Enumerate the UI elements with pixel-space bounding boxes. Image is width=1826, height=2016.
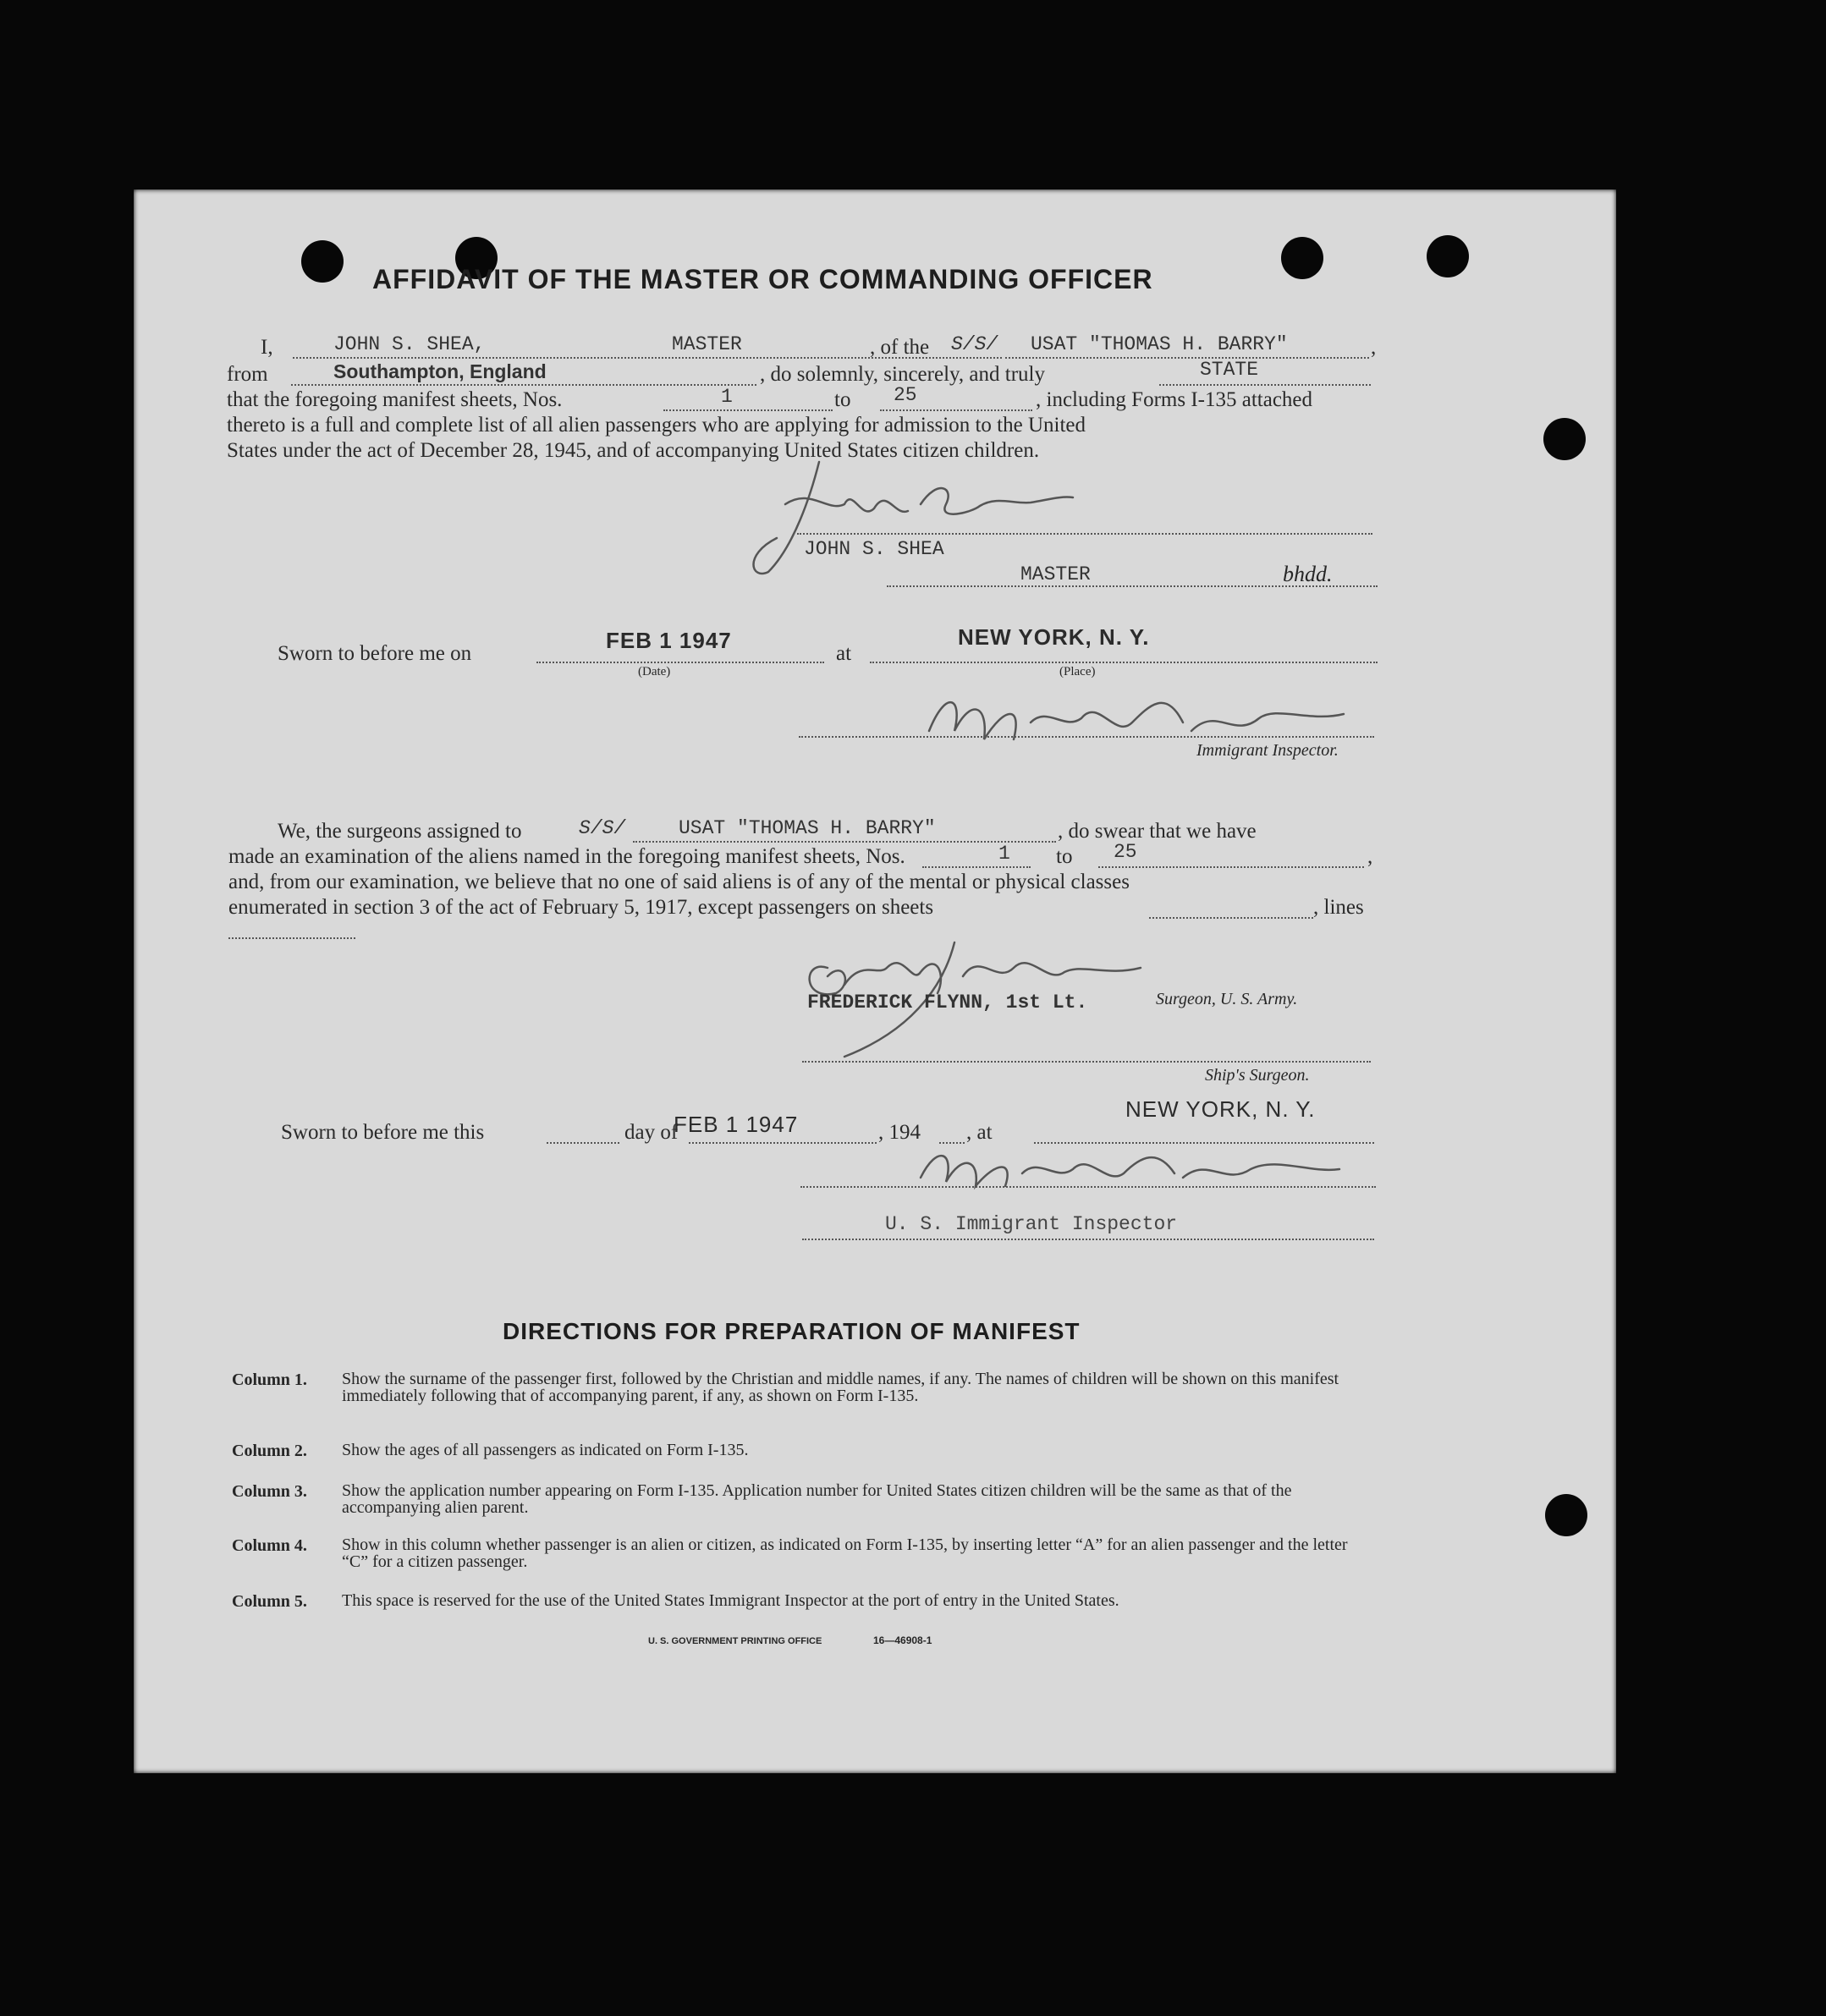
initials: bhdd. [1283,562,1333,586]
surgeons-line4-prefix: enumerated in section 3 of the act of February 5, 1917, except passengers on sheets [228,896,934,919]
punch-hole [1543,418,1586,460]
ss-mark: S/S/ [951,333,998,355]
vessel-name: USAT "THOMAS H. BARRY" [1031,333,1288,355]
departure-port: Southampton, England [333,360,547,382]
sworn1-label: Sworn to before me on [278,642,472,665]
page-title: AFFIDAVIT OF THE MASTER OR COMMANDING OFFICER [372,264,1153,294]
sworn1-date: FEB 1 1947 [606,628,732,653]
sworn2-place: NEW YORK, N. Y. [1125,1096,1316,1122]
ships-surgeon-caption: Ship's Surgeon. [1205,1066,1310,1085]
surgeon-typed-name: FREDERICK FLYNN, 1st Lt. [807,992,1088,1013]
surgeon-caption: Surgeon, U. S. Army. [1156,990,1298,1008]
direction-label: Column 5. [232,1592,307,1611]
immigrant-inspector-caption: Immigrant Inspector. [1196,741,1339,760]
line5: States under the act of December 28, 1945, and of accompanying United States citizen children. [227,439,1040,462]
surgeons-line1-suffix: , do swear that we have [1058,820,1257,843]
place-caption: (Place) [1059,665,1096,678]
direction-text: Show the surname of the passenger first, followed by the Christian and middle names, if any. The names of children will be shown on this manifest immediately following that of accompanying parent, if any, as shown on Form I-135. [342,1370,1339,1405]
direction-text: Show in this column whether passenger is an alien or citizen, as indicated on Form I-135, by inserting letter “A” for an alien passenger and the letter “C” for a citizen passenger. [342,1535,1348,1571]
direction-label: Column 1. [232,1371,307,1389]
direction-label: Column 3. [232,1482,307,1501]
punch-hole [1427,235,1469,277]
direction-label: Column 4. [232,1536,307,1555]
solemnly-text: , do solemnly, sincerely, and truly [760,363,1045,386]
surgeons-line4-suffix: , lines [1313,896,1364,919]
line4: thereto is a full and complete list of all alien passengers who are applying for admission to the United [227,414,1086,437]
signer-title: MASTER [1020,563,1091,585]
master-title: MASTER [672,333,742,355]
line3-suffix: , including Forms I-135 attached [1036,388,1313,411]
directions-title: DIRECTIONS FOR PREPARATION OF MANIFEST [503,1318,1081,1344]
direction-text: Show the application number appearing on Form I-135. Application number for United States citizen children will be the same as that of the accompanying alien parent. [342,1481,1292,1517]
sworn2-day-label: day of [624,1121,679,1144]
surgeons-comma: , [1367,845,1373,868]
sworn2-at-label: , at [966,1121,993,1144]
line3-prefix: that the foregoing manifest sheets, Nos. [227,388,563,411]
surgeons-ss-mark: S/S/ [579,817,626,839]
surgeons-line2-prefix: made an examination of the aliens named in the foregoing manifest sheets, Nos. [228,845,905,868]
master-name: JOHN S. SHEA, [333,333,486,355]
surgeons-sheet-to: 25 [1114,841,1137,863]
state-word: STATE [1200,359,1259,381]
sworn2-date: FEB 1 1947 [674,1112,799,1137]
master-signature [726,453,1081,580]
of-the-label: , of the [870,336,930,359]
printer-imprint: U. S. GOVERNMENT PRINTING OFFICE [648,1636,822,1646]
direction-text: Show the ages of all passengers as indicated on Form I-135. [342,1441,749,1459]
direction-text: This space is reserved for the use of the United States Immigrant Inspector at the port of entry in the United States. [342,1591,1119,1610]
sheet-to: 25 [894,384,917,406]
manifest-page [134,190,1616,1773]
i-label: I, [261,336,273,359]
inspector-signature-2 [904,1135,1344,1211]
sworn2-label: Sworn to before me this [281,1121,485,1144]
inspector-typed: U. S. Immigrant Inspector [885,1213,1178,1235]
comma: , [1371,336,1377,359]
punch-hole [1281,237,1323,279]
signer-typed-name: JOHN S. SHEA [804,538,944,560]
sworn2-year-label: , 194 [878,1121,921,1144]
surgeons-sheet-from: 1 [998,843,1010,865]
from-label: from [227,363,268,386]
surgeons-line3: and, from our examination, we believe that no one of said aliens is of any of the mental or physical classes [228,871,1130,893]
form-number: 16—46908-1 [873,1634,932,1646]
sworn1-place: NEW YORK, N. Y. [958,624,1150,650]
surgeons-line1-prefix: We, the surgeons assigned to [278,820,522,843]
sworn1-at: at [836,642,852,665]
to-label: to [834,388,851,411]
punch-hole [301,240,344,283]
surgeons-to-label: to [1056,845,1073,868]
punch-hole [1545,1494,1587,1536]
surgeons-vessel: USAT "THOMAS H. BARRY" [679,817,936,839]
date-caption: (Date) [638,665,671,678]
sheet-from: 1 [721,386,733,408]
direction-label: Column 2. [232,1442,307,1460]
